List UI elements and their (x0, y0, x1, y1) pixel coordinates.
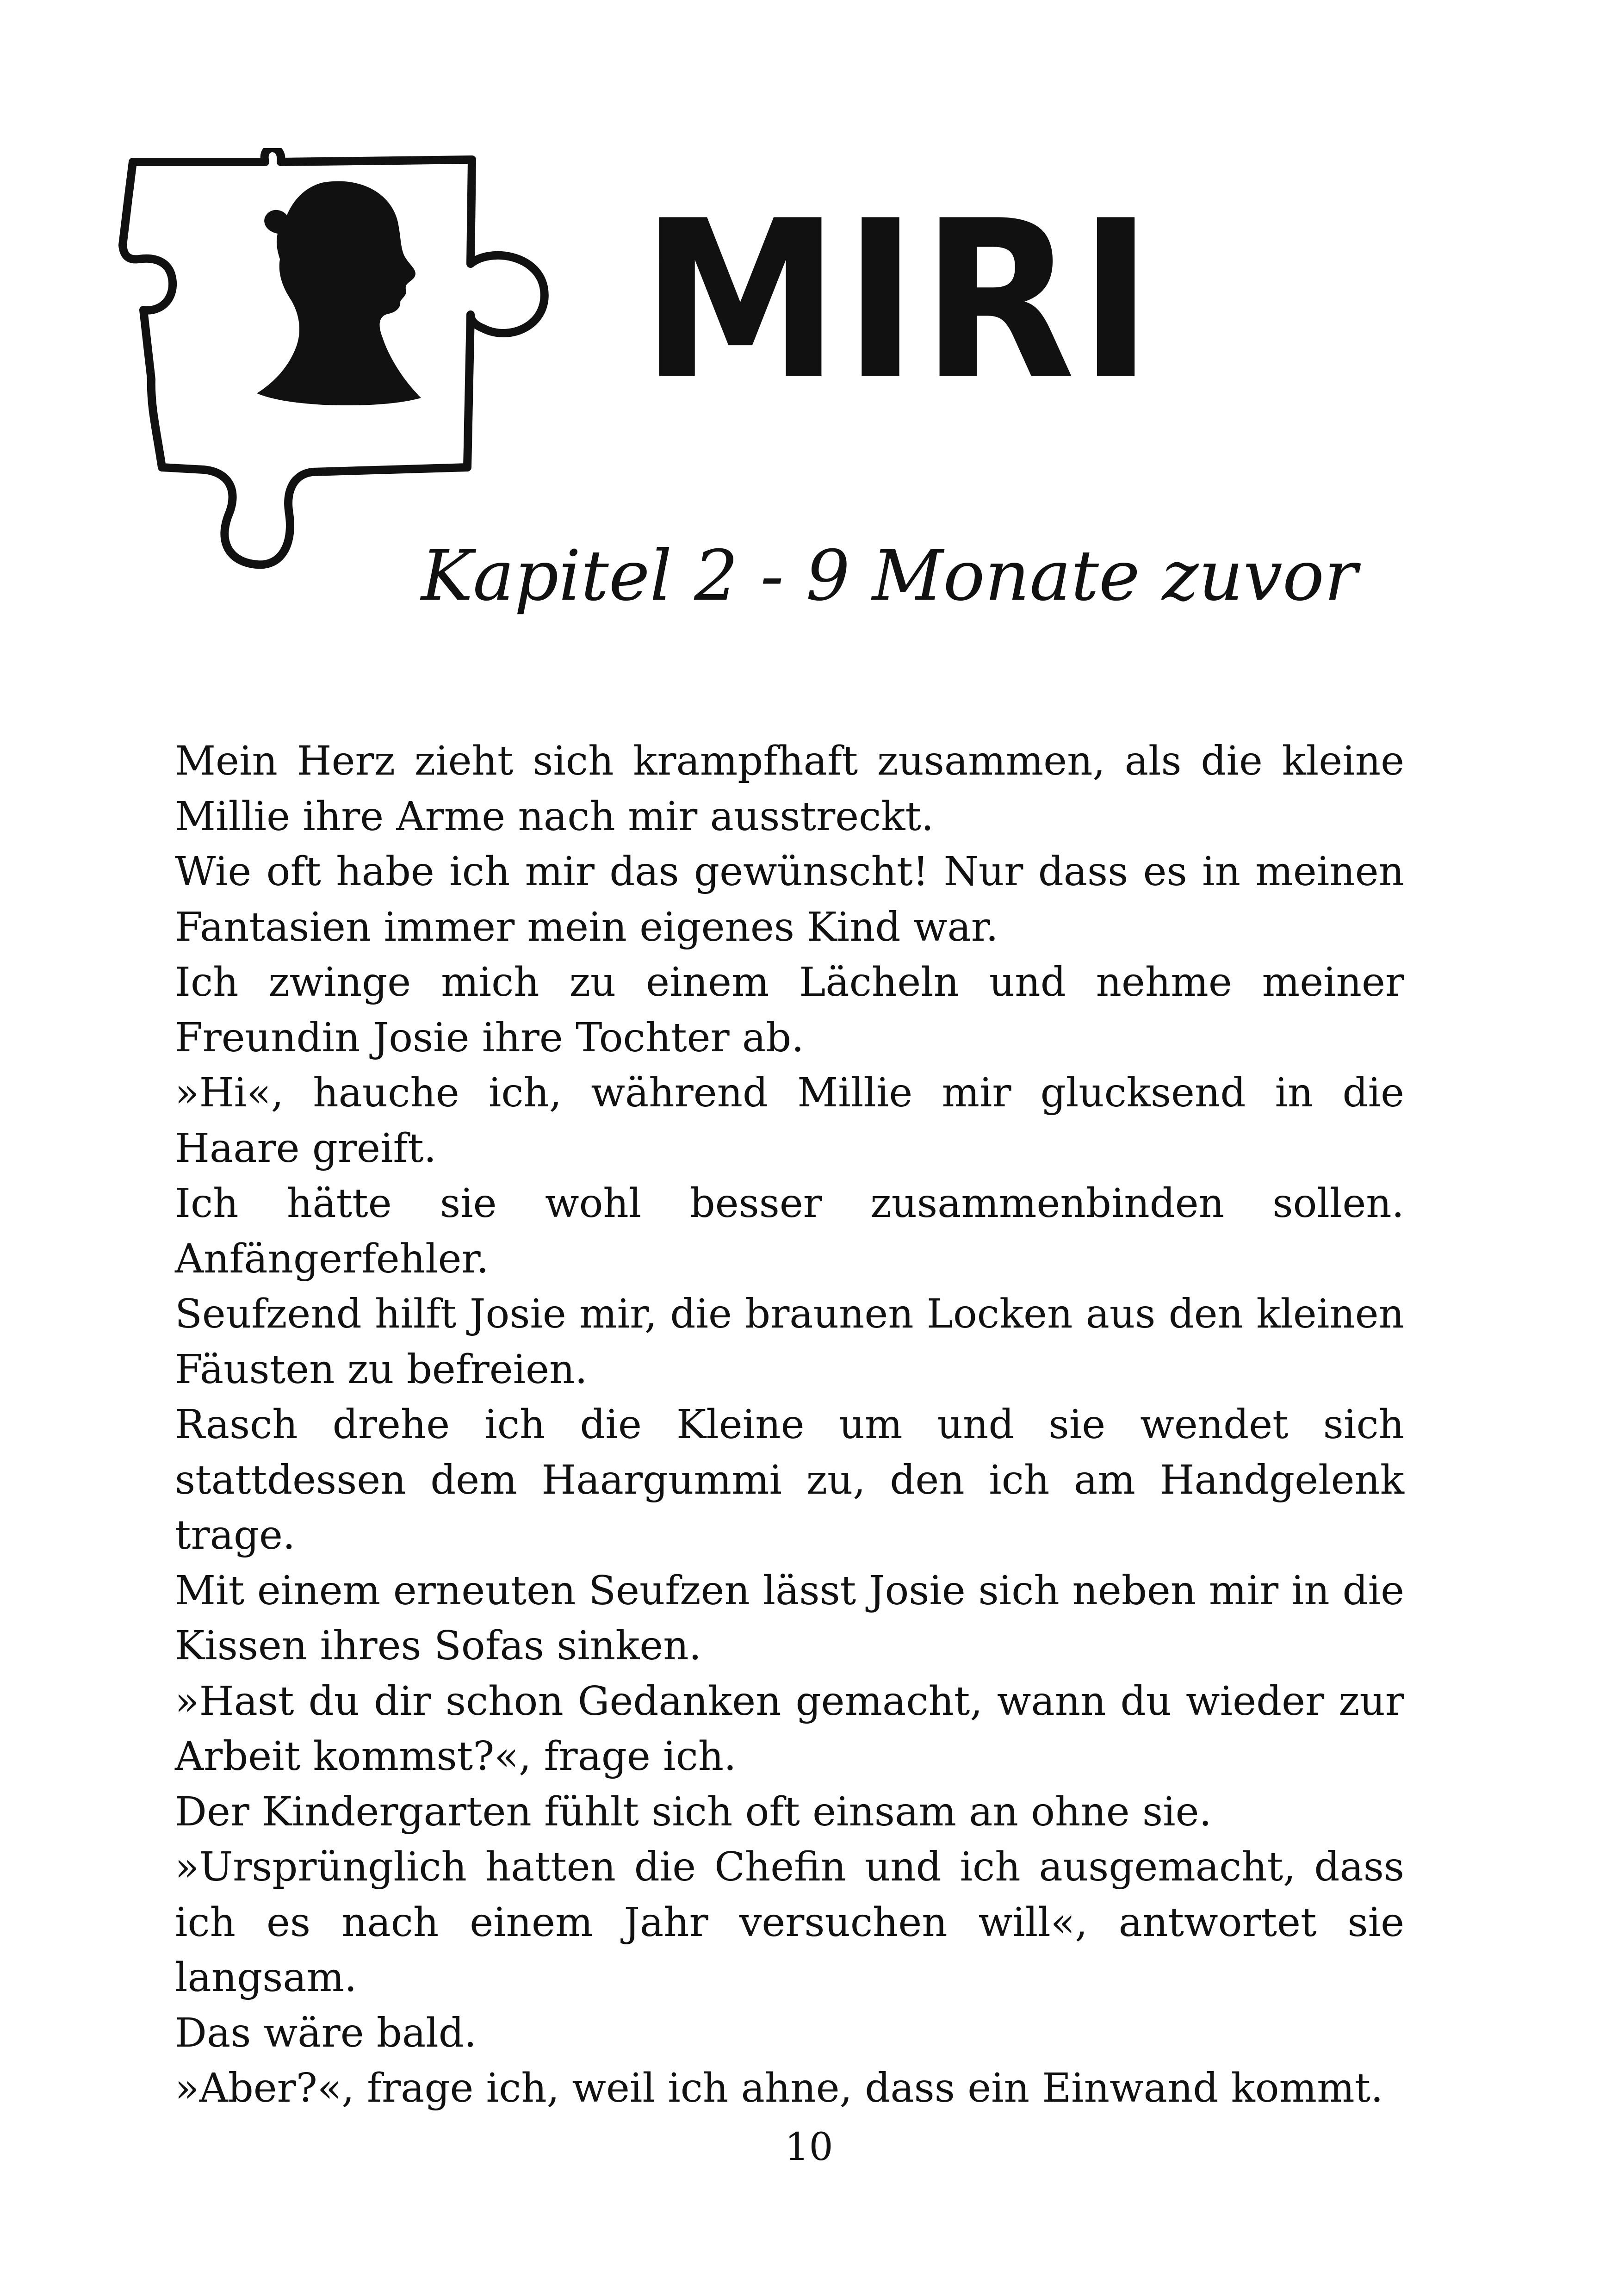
paragraph: Seufzend hilft Josie mir, die braunen Locken aus den kleinen Fäusten zu befreien. (175, 1291, 1404, 1393)
paragraph: »Ursprünglich hatten die Chefin und ich ausgemacht, dass ich es nach einem Jahr versuchen will«, antwortet sie langsam. (175, 1844, 1404, 2001)
paragraph: »Hi«, hauche ich, während Millie mir glucksend in die Haare greift. (175, 1070, 1404, 1172)
page-number: 10 (785, 2125, 833, 2169)
paragraph: Rasch drehe ich die Kleine um und sie wendet sich stattdessen dem Haargummi zu, den ich am Handgelenk trage. (175, 1402, 1404, 1558)
paragraph: Das wäre bald. (175, 2010, 477, 2056)
puzzle-piece-woman-silhouette-icon (118, 148, 636, 578)
paragraph: Der Kindergarten fühlt sich oft einsam an ohne sie. (175, 1788, 1212, 1835)
chapter-name: MIRI (641, 174, 1157, 427)
paragraph: Mit einem erneuten Seufzen lässt Josie sich neben mir in die Kissen ihres Sofas sinken. (175, 1567, 1404, 1669)
paragraph: Wie oft habe ich mir das gewünscht! Nur dass es in meinen Fantasien immer mein eigenes Kind war. (175, 849, 1404, 950)
paragraph: »Hast du dir schon Gedanken gemacht, wann du wieder zur Arbeit kommst?«, frage ich. (175, 1678, 1404, 1780)
paragraph: Ich hätte sie wohl besser zusammenbinden sollen. Anfängerfehler. (175, 1180, 1404, 1282)
paragraph: Mein Herz zieht sich krampfhaft zusammen, als die kleine Millie ihre Arme nach mir ausstreckt. (175, 738, 1404, 840)
chapter-subtitle: Kapitel 2 - 9 Monate zuvor (421, 536, 1358, 616)
woman-silhouette (257, 181, 421, 405)
body-text (175, 734, 1404, 2116)
paragraph: »Aber?«, frage ich, weil ich ahne, dass ein Einwand kommt. (175, 2065, 1383, 2111)
paragraph: Ich zwinge mich zu einem Lächeln und nehme meiner Freundin Josie ihre Tochter ab. (175, 959, 1404, 1061)
